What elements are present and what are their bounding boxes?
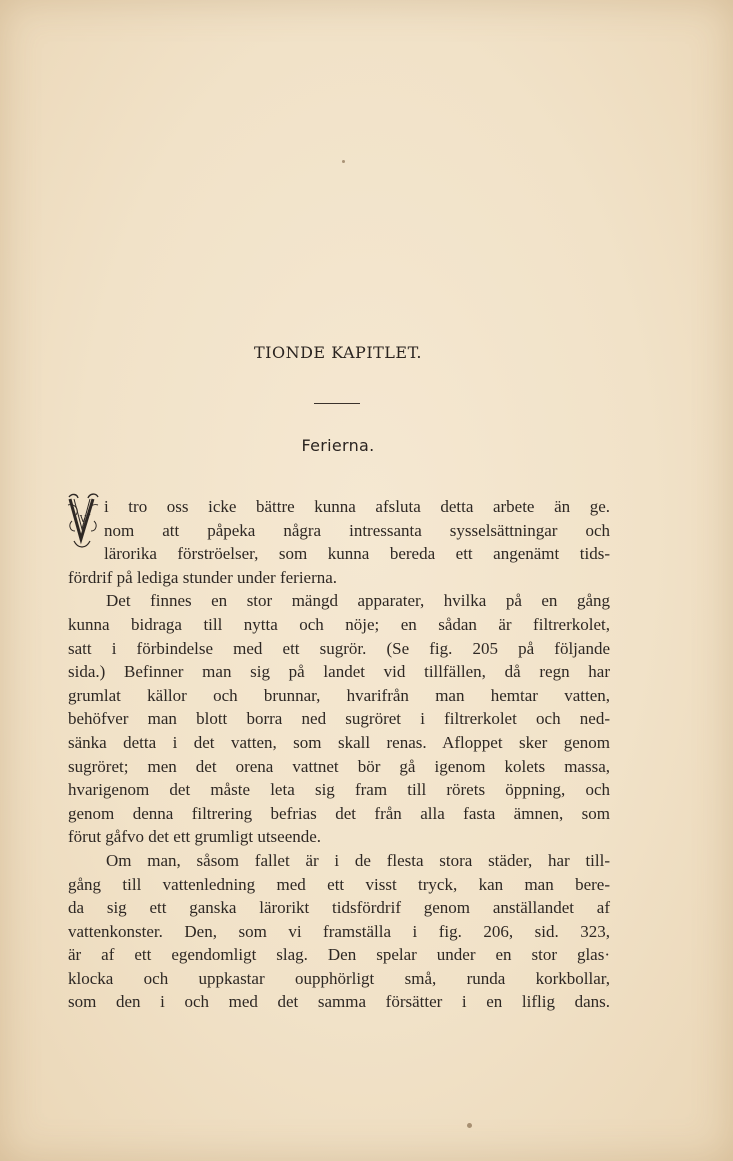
- text-line: sugröret; men det orena vattnet bör gå igenom kolets massa,: [68, 756, 610, 776]
- text-line: behöfver man blott borra ned sugröret i filtrerkolet och ned-: [68, 709, 610, 729]
- text-line: da sig ett ganska lärorikt tidsfördrif genom anställandet af: [68, 898, 610, 918]
- text-line: gång till vattenledning med ett visst tryck, kan man bere-: [68, 874, 610, 894]
- text-line: i tro oss icke bättre kunna afsluta detta arbete än ge.: [104, 497, 610, 516]
- text-line: hvarigenom det måste leta sig fram till rörets öppning, och: [68, 780, 610, 800]
- text-line: sänka detta i det vatten, som skall renas. Afloppet sker genom: [68, 732, 610, 752]
- text-line: genom denna filtrering befrias det från alla fasta ämnen, som: [68, 803, 610, 823]
- text-line: sida.) Befinner man sig på landet vid tillfällen, då regn har: [68, 662, 610, 682]
- text-line: fördrif på lediga stunder under ferierna.: [68, 567, 338, 587]
- text-line: Det finnes en stor mängd apparater, hvilka på en gång: [106, 591, 610, 611]
- text-line: grumlat källor och brunnar, hvarifrån man hemtar vatten,: [68, 685, 610, 705]
- section-title: Ferierna.: [301, 436, 375, 455]
- text-line: lärorika förströelser, som kunna bereda ett angenämt tids-: [104, 544, 610, 564]
- body-text: [68, 495, 610, 1014]
- text-line: klocka och uppkastar oupphörligt små, runda korkbollar,: [68, 968, 610, 988]
- drop-cap-letter: V: [79, 515, 87, 525]
- text-line: kunna bidraga till nytta och nöje; en sådan är filtrerkolet,: [68, 614, 610, 634]
- text-line: förut gåfvo det ett grumligt utseende.: [68, 827, 322, 847]
- ink-speck: [467, 1123, 472, 1128]
- heading-divider: [314, 403, 360, 404]
- ink-speck: [342, 160, 345, 163]
- text-line: vattenkonster. Den, som vi framställa i fig. 206, sid. 323,: [68, 921, 610, 941]
- text-line: satt i förbindelse med ett sugrör. (Se fig. 205 på följande: [68, 638, 610, 658]
- text-line: Om man, såsom fallet är i de flesta stora städer, har till-: [106, 850, 610, 870]
- text-line: nom att påpeka några intressanta sysselsättningar och: [104, 520, 610, 540]
- text-line: är af ett egendomligt slag. Den spelar under en stor glas·: [68, 945, 610, 965]
- text-line: som den i och med det samma försätter i en liflig dans.: [68, 992, 610, 1012]
- chapter-heading: TIONDE KAPITLET.: [253, 343, 423, 362]
